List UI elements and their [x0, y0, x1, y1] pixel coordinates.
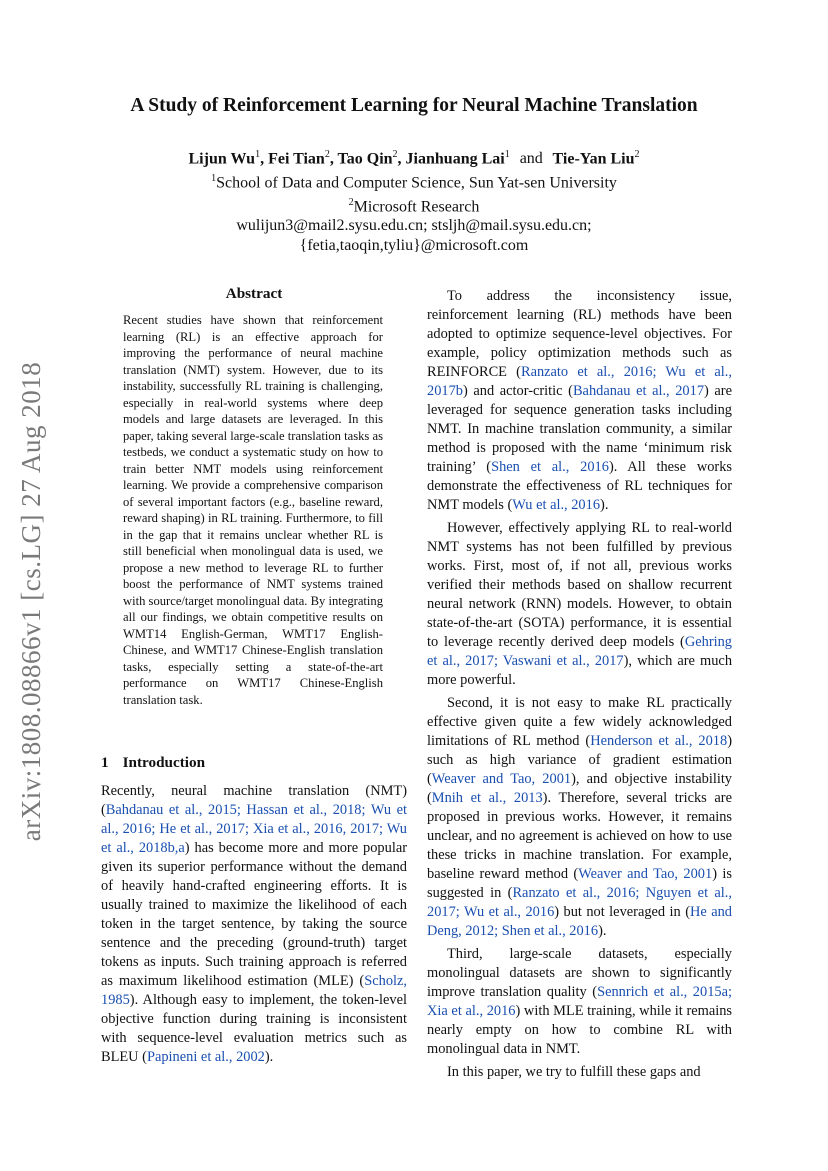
abstract-text: Recent studies have shown that reinforcement learning (RL) is an effective approach for improving the performance of neural machine translation (NMT) system. However, due to its instability, successfully RL training is challenging, especially in real-world systems where deep models and large datasets are leveraged. In this paper, taking several large-scale translation tasks as testbeds, we conduct a systematic study on how to train better NMT models using reinforcement learning. We provide a comprehensive comparison of several important factors (e.g., baseline reward, reward shaping) in RL training. Furthermore, to fill in the gap that it remains unclear whether RL is still beneficial when monolingual data is used, we propose a new method to leverage RL to further boost the performance of NMT systems trained with source/target monolingual data. By integrating all our findings, we obtain competitive results on WMT14 English-German, WMT17 English-Chinese, and WMT17 Chinese-English translation tasks, especially setting a state-of-the-art performance on WMT17 Chinese-English translation task. [123, 313, 383, 707]
citation-link[interactable]: Bahdanau et al., 2015; Hassan et al., 2018; Wu et al., 2016; He et al., 2017; Xia et al., 2016, 2017; Wu et al., 2018b,a [101, 802, 407, 856]
section-title: Introduction [122, 754, 206, 771]
right-paragraph-2: However, effectively applying RL to real-world NMT systems has not been fulfilled by previous works. First, most of, if not all, previous works verified their methods based on shallow recurrent neural network (RNN) models. However, to obtain state-of-the-art (SOTA) performance, it is essential to leverage recently derived deep models (Gehring et al., 2017; Vaswani et al., 2017), which are much more powerful. [427, 520, 733, 688]
right-column-body [427, 287, 732, 1082]
section-number: 1 [101, 754, 109, 771]
citation-link[interactable]: Scholz, 1985 [101, 973, 407, 1008]
intro-paragraph-1: Recently, neural machine translation (NMT) (Bahdanau et al., 2015; Hassan et al., 2018; Wu et al., 2016; He et al., 2017; Xia et al., 2016, 2017; Wu et al., 2018b,a) has become more and more popular given its superior performance without the demand of heavily hand-crafted engineering efforts. It is usually trained to maximize the likelihood of each token in the target sentence, by taking the source sentence and the preceding (ground-truth) target tokens as inputs. Such training approach is referred as maximum likelihood estimation (MLE) (Scholz, 1985). Although easy to implement, the token-level objective function during training is inconsistent with sequence-level evaluation metrics such as BLEU (Papineni et al., 2002). [101, 783, 407, 1065]
citation-link[interactable]: Wu et al., 2016 [512, 497, 601, 513]
citation-link[interactable]: He and Deng, 2012; Shen et al., 2016 [427, 904, 733, 939]
arxiv-side-stamp [14, 355, 50, 847]
affiliation-mark: 1 [255, 149, 261, 160]
author-names: Lijun Wu$^1$, Fei Tian$^2$, Tao Qin$^2$, Jianhuang Lai$^1$ and Tie-Yan Liu$^2$ [188, 149, 640, 168]
citation-link[interactable]: Bahdanau et al., 2017 [572, 383, 705, 399]
left-column-body [101, 782, 407, 1067]
author-name: Tie-Yan Liu [552, 150, 635, 168]
citation-link[interactable]: Shen et al., 2016 [491, 459, 609, 475]
arxiv-id-text: arXiv:1808.08866v1 [cs.LG] 27 Aug 2018 [16, 361, 47, 841]
citation-link[interactable]: Henderson et al., 2018 [590, 733, 728, 749]
citation-link[interactable]: Mnih et al., 2013 [431, 790, 543, 806]
abstract-heading: Abstract [225, 285, 283, 302]
citation-link[interactable]: Gehring et al., 2017; Vaswani et al., 2017 [427, 634, 732, 669]
citation-link[interactable]: Ranzato et al., 2016; Wu et al., 2017b [427, 364, 732, 399]
right-paragraph-4: Third, large-scale datasets, especially monolingual datasets are shown to significantly improve translation quality (Sennrich et al., 2015a; Xia et al., 2016) with MLE training, while it remains nearly empty on how to combine RL with monolingual data in NMT. [427, 946, 733, 1057]
citation-link[interactable]: Sennrich et al., 2015a; Xia et al., 2016 [427, 984, 732, 1019]
right-paragraph-5: In this paper, we try to fulfill these gaps and [447, 1064, 701, 1080]
author-name: Fei Tian [268, 150, 325, 168]
author-name: Jianhuang Lai [405, 150, 505, 168]
right-paragraph-1: To address the inconsistency issue, reinforcement learning (RL) methods have been adopted to optimize sequence-level objectives. For example, policy optimization methods such as REINFORCE (Ranzato et al., 2016; Wu et al., 2017b) and actor-critic (Bahdanau et al., 2017) are leveraged for sequence generation tasks including NMT. In machine translation community, a similar method is proposed with the name ‘minimum risk training’ (Shen et al., 2016). All these works demonstrate the effectiveness of RL techniques for NMT models (Wu et al., 2016). [427, 288, 733, 513]
section-heading-introduction [101, 754, 205, 772]
citation-link[interactable]: Ranzato et al., 2016; Nguyen et al., 2017; Wu et al., 2016 [427, 885, 732, 920]
citation-link[interactable]: Weaver and Tao, 2001 [431, 771, 572, 787]
affiliation-2: $^2$Microsoft Research [348, 196, 480, 215]
author-name: Tao Qin [337, 150, 393, 168]
affiliation-mark: 1 [504, 149, 510, 160]
author-conjunction: and [519, 150, 543, 168]
affiliation-mark: 2 [392, 149, 398, 160]
right-paragraph-3: Second, it is not easy to make RL practically effective given quite a few widely acknowledged limitations of RL method (Henderson et al., 2018) such as high variance of gradient estimation (Weaver and Tao, 2001), and objective instability (Mnih et al., 2013). Therefore, several tricks are proposed in previous works. However, it remains unclear, and no agreement is achieved on how to use these tricks in machine translation. For example, baseline reward method (Weaver and Tao, 2001) is suggested in (Ranzato et al., 2016; Nguyen et al., 2017; Wu et al., 2016) but not leveraged in (He and Deng, 2012; Shen et al., 2016). [427, 695, 733, 939]
email-line-2: {fetia,taoqin,tyliu}@microsoft.com [299, 236, 529, 254]
citation-link[interactable]: Weaver and Tao, 2001 [578, 866, 713, 882]
email-line-1: wulijun3@mail2.sysu.edu.cn; stsljh@mail.sysu.edu.cn; [236, 217, 592, 235]
paper-title: A Study of Reinforcement Learning for Neural Machine Translation [130, 95, 698, 116]
affiliation-mark: 2 [324, 149, 330, 160]
affiliation-mark: 2 [634, 149, 640, 160]
author-name: Lijun Wu [188, 150, 256, 168]
affiliation-1: $^1$School of Data and Computer Science, Sun Yat-sen University [211, 172, 617, 192]
author-block [0, 145, 828, 255]
citation-link[interactable]: Papineni et al., 2002 [146, 1049, 265, 1065]
